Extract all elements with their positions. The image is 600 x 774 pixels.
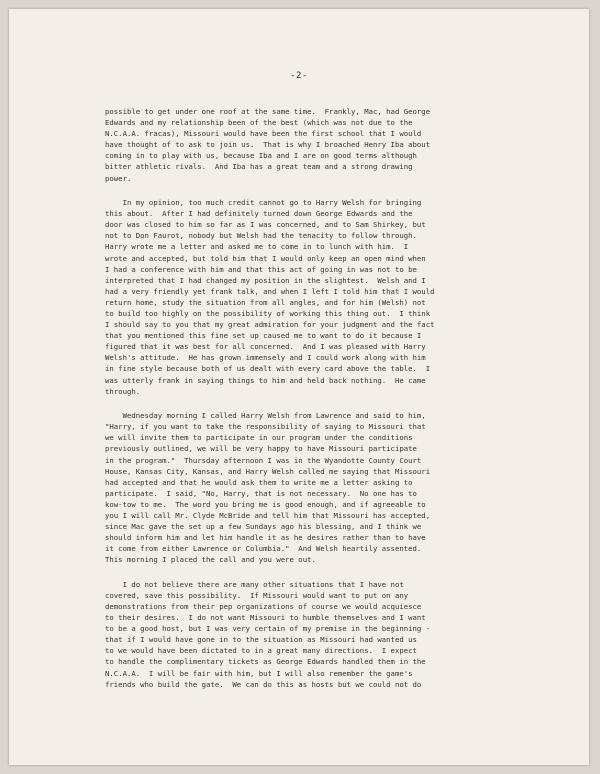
text-line: to build too highly on the possibility of working this thing out. I think [105, 308, 431, 318]
text-line: this about. After I had definitely turned down George Edwards and the [105, 209, 413, 219]
letter-body [105, 106, 545, 703]
text-line: not to Don Faurot, nobody but Welsh had the tenacity to follow through. [105, 231, 417, 241]
text-line: return home, study the situation from all angles, and for him (Welsh) not [105, 297, 426, 307]
text-line: Wednesday morning I called Harry Welsh from Lawrence and said to him, [105, 411, 426, 421]
text-line: to handle the complimentary tickets as George Edwards handled them in the [105, 657, 426, 667]
text-line: wrote and accepted, but told him that I would only keep an open mind when [105, 253, 426, 263]
page-number: -2- [290, 71, 308, 81]
text-line: in fine style because both of us dealt with every card above the table. I [105, 364, 431, 374]
text-line: participate. I said, "No, Harry, that is not necessary. No one has to [105, 488, 417, 498]
text-line: friends who build the gate. We can do this as hosts but we could not do [105, 679, 422, 689]
text-line: you I will call Mr. Clyde McBride and tell him that Missouri has accepted, [105, 510, 431, 520]
text-line: N.C.A.A. fracas), Missouri would have been the first school that I would [105, 129, 422, 139]
text-line: power. [105, 173, 132, 183]
text-line: we will invite them to participate in our program under the conditions [105, 433, 413, 443]
paragraph [105, 106, 545, 184]
text-line: House, Kansas City, Kansas, and Harry Welsh called me saying that Missouri [105, 466, 431, 476]
document-page [9, 9, 589, 765]
text-line: since Mac gave the set up a few Sundays ago his blessing, and I think we [105, 522, 422, 532]
text-line: coming in to play with us, because Iba and I are on good terms although [105, 151, 417, 161]
text-line: kow-tow to me. The word you bring me is good enough, and if agreeable to [105, 499, 426, 509]
text-line: Edwards and my relationship been of the best (which was not due to the [105, 118, 413, 128]
text-line: In my opinion, too much credit cannot go to Harry Welsh for bringing [105, 198, 422, 208]
text-line: should inform him and let him handle it as he desires rather than to have [105, 533, 426, 543]
text-line: bitter athletic rivals. And Iba has a great team and a strong drawing [105, 162, 413, 172]
text-line: have thought of to ask to join us. That is why I broached Henry Iba about [105, 140, 431, 150]
text-line: it come from either Lawrence or Columbia." And Welsh heartily assented. [105, 544, 422, 554]
text-line: had accepted and that he would ask them to write me a letter asking to [105, 477, 413, 487]
text-line: This morning I placed the call and you were out. [105, 555, 316, 565]
text-line: I had a conference with him and that this act of going in was not to be [105, 264, 417, 274]
text-line: previously outlined, we will be very happy to have Missouri participate [105, 444, 417, 454]
text-line: possible to get under one roof at the same time. Frankly, Mac, had George [105, 107, 431, 116]
text-line: was utterly frank in saying things to him and held back nothing. He came [105, 375, 426, 385]
text-line: demonstrations from their pep organizations of course we would acquiesce [105, 602, 422, 612]
text-line: figured that it was best for all concerned. And I was pleased with Harry [105, 342, 426, 352]
text-line: had a very friendly yet frank talk, and when I left I told him that I would [105, 286, 435, 296]
text-line: that you mentioned this fine set up caused me to want to do it because I [105, 331, 422, 341]
text-line: I do not believe there are many other situations that I have not [105, 579, 404, 589]
text-line: door was closed to him so far as I was concerned, and to Sam Shirkey, but [105, 220, 426, 230]
text-line: that if I would have gone in to the situation as Missouri had wanted us [105, 635, 417, 645]
paragraph [105, 410, 545, 565]
text-line: to be a good host, but I was very certain of my premise in the beginning - [105, 624, 431, 634]
paragraph [105, 579, 545, 690]
text-line: Welsh's attitude. He has grown immensely and I could work along with him [105, 353, 426, 363]
text-line: N.C.A.A. I will be fair with him, but I will also remember the game's [105, 668, 413, 678]
text-line: to their desires. I do not want Missouri to humble themselves and I want [105, 613, 426, 623]
text-line: covered, save this possibility. If Missouri would want to put on any [105, 590, 409, 600]
text-line: Harry wrote me a letter and asked me to come in to lunch with him. I [105, 242, 409, 252]
text-line: "Harry, if you want to take the responsibility of saying to Missouri that [105, 422, 426, 432]
text-line: to we would have been dictated to in a great many directions. I expect [105, 646, 417, 656]
text-line: I should say to you that my great admiration for your judgment and the fact [105, 320, 435, 330]
text-line: interpreted that I had changed my position in the slightest. Welsh and I [105, 275, 426, 285]
paragraph [105, 197, 545, 397]
text-line: in the program." Thursday afternoon I was in the Wyandotte County Court [105, 455, 422, 465]
text-line: through. [105, 386, 141, 396]
